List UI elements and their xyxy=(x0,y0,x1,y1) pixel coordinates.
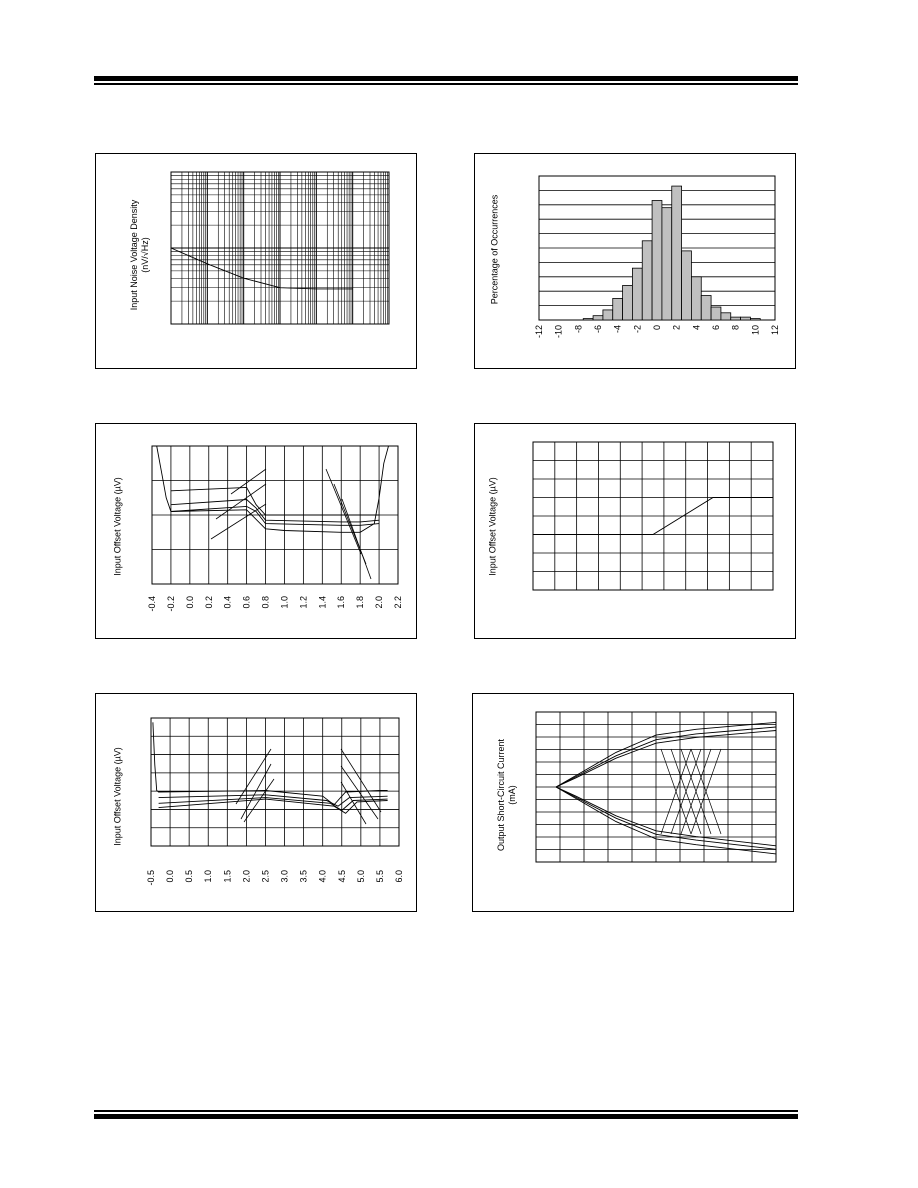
x-tick-label: 0.0 xyxy=(184,596,195,609)
footer-rule-thick xyxy=(94,1114,798,1119)
histogram-bar xyxy=(711,307,721,320)
callout-line xyxy=(326,469,361,554)
histogram-bar xyxy=(583,319,593,320)
x-tick-label: 4 xyxy=(691,325,702,331)
histogram-bar xyxy=(642,241,652,320)
x-tick-label: 6 xyxy=(711,325,721,331)
x-tick-label: 2.0 xyxy=(241,870,252,883)
plot-area xyxy=(475,424,795,638)
plot-area xyxy=(96,694,416,911)
plot-area xyxy=(475,154,795,368)
x-tick-label: 5.0 xyxy=(355,870,366,883)
plot-area xyxy=(96,424,416,638)
x-tick-label: 3.5 xyxy=(298,870,309,883)
histogram-bar xyxy=(701,296,711,320)
histogram-bar xyxy=(750,319,760,320)
y-axis-label: Input Offset Voltage (µV) xyxy=(487,477,498,576)
histogram-bar xyxy=(603,310,613,320)
x-tick-label: 4.0 xyxy=(317,870,328,883)
y-axis-label: Output Short-Circuit Current (mA) xyxy=(496,738,517,852)
x-tick-label: 2 xyxy=(671,325,682,331)
histogram-bar xyxy=(731,317,741,320)
x-tick-label: 1.8 xyxy=(355,596,366,609)
x-tick-label: 0.6 xyxy=(241,596,252,609)
figure-offset-vs-vcm-low xyxy=(95,423,417,639)
y-axis-label: Input Offset Voltage (µV) xyxy=(112,747,123,846)
x-tick-label: 0.4 xyxy=(222,596,233,609)
current-series-2 xyxy=(556,727,776,787)
x-tick-label: 0.8 xyxy=(260,596,271,609)
plot-area xyxy=(96,154,416,368)
footer-rule-thin xyxy=(94,1110,798,1112)
x-tick-label: 1.0 xyxy=(203,870,214,883)
figure-short-circuit-current xyxy=(472,693,794,912)
x-tick-label: 0.2 xyxy=(203,596,214,609)
x-tick-label: 4.5 xyxy=(336,870,347,883)
callout-line xyxy=(342,499,371,579)
x-tick-label: 2.2 xyxy=(393,596,403,609)
offset-series-1 xyxy=(153,722,388,805)
x-tick-label: -0.5 xyxy=(146,870,156,886)
figure-noise-density xyxy=(95,153,417,369)
figure-histogram xyxy=(474,153,796,369)
header-rule-thick xyxy=(94,76,798,81)
x-tick-label: -2 xyxy=(632,325,643,334)
histogram-bar xyxy=(721,313,731,320)
x-tick-label: 5.5 xyxy=(374,870,385,883)
x-tick-label: 2.5 xyxy=(260,870,271,883)
histogram-bar xyxy=(652,200,662,320)
noise-series-1 xyxy=(171,248,353,289)
histogram-bar xyxy=(682,251,692,320)
x-tick-label: 1.2 xyxy=(298,596,309,609)
x-tick-label: 0.0 xyxy=(165,870,176,883)
x-tick-label: 3.0 xyxy=(279,870,290,883)
figure-offset-vs-vcm-high xyxy=(95,693,417,912)
x-tick-label: 2.0 xyxy=(374,596,385,609)
histogram-bar xyxy=(741,317,751,320)
x-tick-label: 6.0 xyxy=(394,870,404,883)
x-tick-label: -10 xyxy=(553,325,564,339)
x-tick-label: -4 xyxy=(612,325,623,334)
x-tick-label: -0.4 xyxy=(147,596,157,612)
offset-series-1 xyxy=(157,446,389,532)
histogram-bar xyxy=(662,208,672,320)
x-tick-label: 0.5 xyxy=(184,870,195,883)
current-series-3 xyxy=(556,731,776,788)
plot-area xyxy=(473,694,795,911)
current-series-1 xyxy=(556,722,776,787)
x-tick-label: 1.5 xyxy=(222,870,233,883)
histogram-bar xyxy=(623,285,633,320)
callout-line xyxy=(341,766,378,819)
x-tick-label: -12 xyxy=(534,325,544,339)
y-axis-label: Percentage of Occurrences xyxy=(489,194,500,305)
header-rule-thin xyxy=(94,83,798,85)
histogram-bar xyxy=(613,298,623,320)
x-tick-label: -8 xyxy=(573,325,584,334)
histogram-bar xyxy=(632,268,642,320)
x-tick-label: 10 xyxy=(750,325,761,336)
figure-offset-step xyxy=(474,423,796,639)
histogram-bar xyxy=(672,186,682,320)
x-tick-label: 1.0 xyxy=(279,596,290,609)
callout-line xyxy=(341,782,366,824)
x-tick-label: 8 xyxy=(730,325,741,331)
x-tick-label: 1.4 xyxy=(317,596,328,609)
x-tick-label: -6 xyxy=(593,325,603,334)
x-tick-label: -0.2 xyxy=(165,596,176,612)
y-axis-label: Input Offset Voltage (µV) xyxy=(112,477,123,576)
histogram-bar xyxy=(593,316,603,320)
x-tick-label: 1.6 xyxy=(336,596,347,609)
y-axis-label: Input Noise Voltage Density (nV/√Hz) xyxy=(129,199,150,311)
x-tick-label: 12 xyxy=(770,325,780,336)
histogram-bar xyxy=(691,277,701,320)
x-tick-label: 0 xyxy=(652,325,662,331)
